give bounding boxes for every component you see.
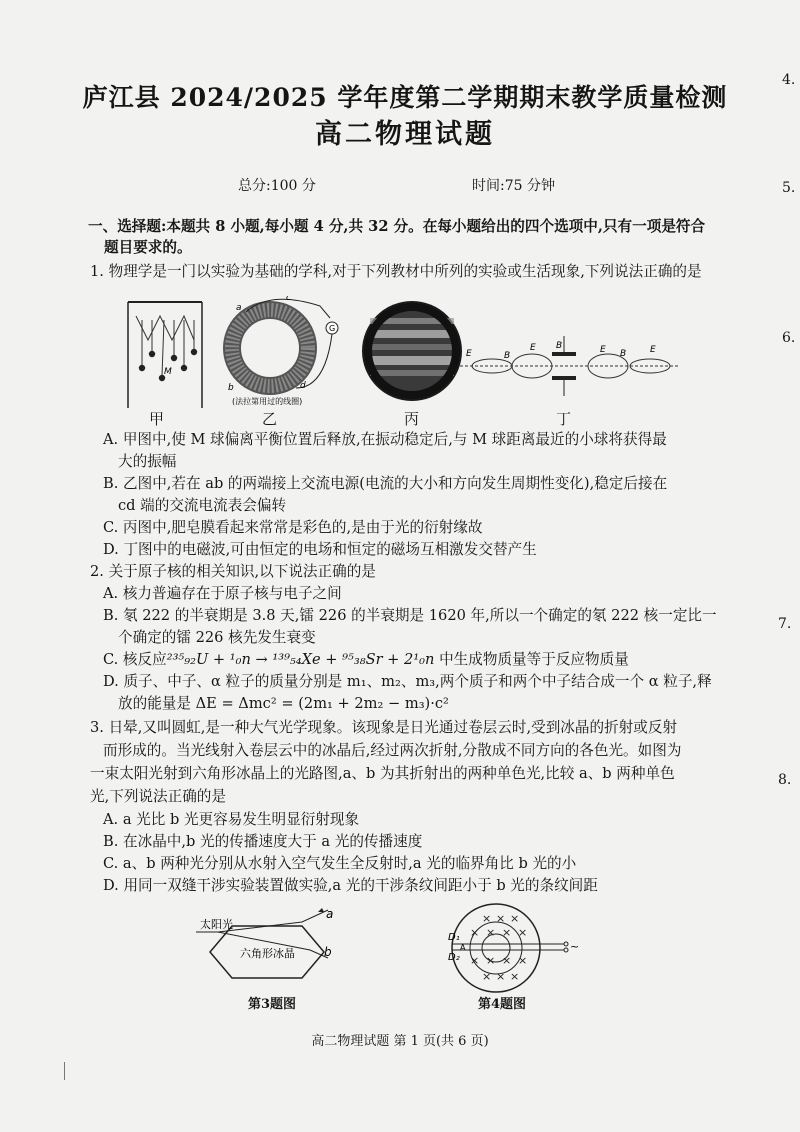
svg-text:×: × (518, 954, 528, 967)
figure-label-ding: 丁 (556, 410, 572, 428)
q3-stem-line3: 一束太阳光射到六角形冰晶上的光路图,a、b 为其折射出的两种单色光,比较 a、b 两种单色 (90, 765, 675, 782)
svg-text:×: × (486, 954, 496, 967)
svg-text:×: × (510, 912, 520, 925)
yi-caption: (法拉第用过的线圈) (232, 397, 303, 406)
svg-text:E: E (600, 345, 606, 355)
q1-figures (120, 296, 680, 426)
svg-text:×: × (496, 970, 506, 983)
q3-stem-line4: 光,下列说法正确的是 (90, 788, 226, 805)
svg-text:×: × (482, 970, 492, 983)
svg-text:a: a (236, 303, 242, 313)
margin-number-5: 5. (782, 180, 796, 196)
margin-number-4: 4. (782, 72, 796, 88)
section-heading (88, 216, 728, 258)
figure-ding-em-wave (460, 336, 680, 396)
margin-number-7: 7. (778, 616, 792, 632)
q1-option-b-line1: B. 乙图中,若在 ab 的两端接上交流电源(电流的大小和方向发生周期性变化),稳定后接在 (103, 475, 668, 492)
svg-text:D₁: D₁ (448, 932, 460, 943)
svg-text:A: A (460, 943, 466, 952)
figure-4-caption: 第4题图 (478, 997, 527, 1012)
q3-option-c: C. a、b 两种光分别从水射入空气发生全反射时,a 光的临界角比 b 光的小 (103, 855, 577, 872)
figure-3-ice-crystal (196, 900, 356, 1000)
q1-option-c: C. 丙图中,肥皂膜看起来常常是彩色的,是由于光的衍射缘故 (103, 519, 483, 536)
svg-text:E: E (466, 349, 472, 359)
jia-label-m: M (164, 367, 172, 377)
svg-text:×: × (496, 912, 506, 925)
svg-text:×: × (482, 912, 492, 925)
q2-option-b-line1: B. 氡 222 的半衰期是 3.8 天,镭 226 的半衰期是 1620 年,所以一个确定的氡 222 核一定比一 (103, 607, 717, 624)
svg-text:d: d (300, 381, 306, 391)
margin-number-8: 8. (778, 772, 792, 788)
q1-option-a-line2: 大的振幅 (118, 453, 177, 470)
q2-option-c (103, 650, 629, 670)
svg-text:B: B (504, 351, 511, 361)
q2-option-d-line1: D. 质子、中子、α 粒子的质量分别是 m₁、m₂、m₃,两个质子和两个中子结合成一个 α 粒子,释 (103, 673, 712, 690)
q1-option-d: D. 丁图中的电磁波,可由恒定的电场和恒定的磁场互相激发交替产生 (103, 541, 537, 558)
svg-text:G: G (329, 324, 336, 333)
svg-text:×: × (518, 926, 528, 939)
q1-stem: 1. 物理学是一门以实验为基础的学科,对于下列教材中所列的实验或生活现象,下列说法正确的是 (90, 263, 702, 280)
margin-number-6: 6. (782, 330, 796, 346)
q3-option-a: A. a 光比 b 光更容易发生明显衍射现象 (103, 811, 360, 828)
svg-text:D₂: D₂ (448, 952, 460, 963)
exam-title: 庐江县 2024/2025 学年度第二学期期末教学质量检测 (82, 83, 728, 112)
q3-stem-line2: 而形成的。当光线射入卷层云中的冰晶后,经过两次折射,分散成不同方向的各色光。如图为 (103, 742, 682, 759)
q2-option-b-line2: 个确定的镭 226 核先发生衰变 (118, 629, 316, 646)
exam-subtitle: 高二物理试题 (315, 119, 495, 150)
svg-text:×: × (486, 926, 496, 939)
figure-yi-coil (228, 296, 338, 406)
svg-text:a: a (326, 907, 334, 921)
total-score: 总分:100 分 (238, 178, 316, 194)
svg-text:太阳光: 太阳光 (200, 918, 233, 931)
svg-text:c: c (286, 296, 291, 303)
svg-text:E: E (650, 345, 656, 355)
svg-text:B: B (556, 341, 563, 351)
svg-text:×: × (470, 926, 480, 939)
svg-text:b: b (228, 383, 234, 393)
svg-text:~: ~ (570, 940, 580, 953)
svg-text:×: × (470, 954, 480, 967)
q2-option-a: A. 核力普遍存在于原子核与电子之间 (103, 585, 342, 602)
svg-text:b: b (324, 945, 332, 959)
q2-option-d-line2: 放的能量是 ΔE = Δmc² = (2m₁ + 2m₂ − m₃)·c² (118, 695, 449, 712)
page-footer: 高二物理试题 第 1 页(共 6 页) (311, 1034, 489, 1049)
exam-time: 时间:75 分钟 (472, 178, 555, 194)
q2-stem: 2. 关于原子核的相关知识,以下说法正确的是 (90, 563, 376, 580)
figure-4-cyclotron (446, 898, 586, 996)
svg-text:六角形冰晶: 六角形冰晶 (240, 947, 295, 960)
q1-option-b-line2: cd 端的交流电流表会偏转 (118, 497, 287, 514)
svg-text:×: × (510, 970, 520, 983)
figure-label-bing: 丙 (404, 410, 420, 428)
figure-jia-pendulums (128, 302, 202, 408)
figure-label-yi: 乙 (262, 410, 278, 428)
svg-text:B: B (620, 349, 627, 359)
q2-option-c-suffix: 中生成物质量等于反应物质量 (439, 651, 629, 668)
svg-text:×: × (502, 954, 512, 967)
figure-3-caption: 第3题图 (248, 997, 297, 1012)
figure-label-jia: 甲 (149, 410, 165, 428)
q2-nuclear-equation: ²³⁵₉₂U + ¹₀n → ¹³⁹₅₄Xe + ⁹⁵₃₈Sr + 2¹₀n (166, 651, 435, 668)
q3-option-b: B. 在冰晶中,b 光的传播速度大于 a 光的传播速度 (103, 833, 423, 850)
figure-bing-soap-film (362, 301, 462, 401)
q3-stem-line1: 3. 日晕,又叫圆虹,是一种大气光学现象。该现象是日光通过卷层云时,受到冰晶的折射或反射 (90, 719, 678, 736)
svg-text:×: × (502, 926, 512, 939)
q3-option-d: D. 用同一双缝干涉实验装置做实验,a 光的干涉条纹间距小于 b 光的条纹间距 (103, 877, 598, 894)
scan-mark (64, 1062, 65, 1080)
q1-option-a-line1: A. 甲图中,使 M 球偏离平衡位置后释放,在振动稳定后,与 M 球距离最近的小球将获得最 (103, 431, 667, 448)
svg-text:E: E (530, 343, 536, 353)
section-heading-line2: 题目要求的。 (104, 239, 192, 256)
q2-option-c-prefix: C. 核反应 (103, 651, 167, 668)
section-heading-line1: 一、选择题:本题共 8 小题,每小题 4 分,共 32 分。在每小题给出的四个选项中,只有一项是符合 (88, 218, 706, 235)
